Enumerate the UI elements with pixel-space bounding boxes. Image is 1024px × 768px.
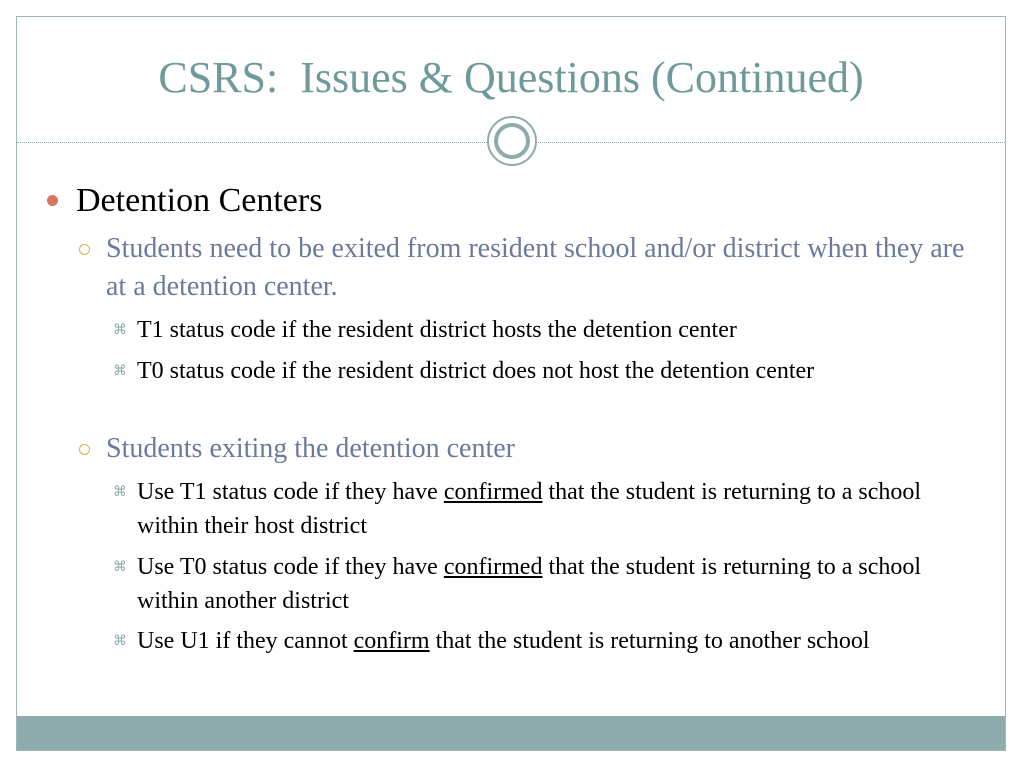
bullet-use-t0-pre: Use T0 status code if they have [137, 554, 444, 580]
x-bullet-icon: ⌘ [113, 322, 127, 338]
bullet-t0-status-code: T0 status code if the resident district does not host the detention center [137, 358, 815, 384]
filled-circle-bullet-icon [47, 195, 58, 206]
ring-bullet-icon [79, 444, 90, 455]
bullet-use-t0 [137, 550, 967, 618]
bullet-use-u1 [137, 624, 967, 658]
x-bullet-icon: ⌘ [113, 633, 127, 649]
bullet-use-t1-pre: Use T1 status code if they have [137, 479, 444, 505]
bullet-use-t0-underlined: confirmed [443, 554, 543, 580]
bullet-use-t1 [137, 475, 967, 543]
x-bullet-icon: ⌘ [113, 484, 127, 500]
bullet-detention-centers: Detention Centers [76, 182, 323, 219]
title-divider-right [538, 142, 1005, 143]
ring-bullet-icon [79, 244, 90, 255]
ornament-inner-ring [494, 123, 530, 159]
bullet-use-t0-post: that the student is returning to a school within another district [137, 554, 922, 614]
x-bullet-icon: ⌘ [113, 363, 127, 379]
x-bullet-icon: ⌘ [113, 559, 127, 575]
bullet-use-u1-pre: Use U1 if they cannot [137, 628, 354, 654]
bullet-use-t1-underlined: confirmed [443, 479, 543, 505]
bullet-students-need-exited: Students need to be exited from resident school and/or district when they are at a detention center. [106, 233, 965, 302]
bullet-use-u1-underlined: confirm [353, 628, 430, 654]
bullet-t1-status-code: T1 status code if the resident district hosts the detention center [137, 317, 737, 343]
slide-title: CSRS: Issues & Questions (Continued) [158, 53, 864, 102]
bullet-use-u1-post: that the student is returning to another school [429, 628, 870, 654]
bullet-students-exiting: Students exiting the detention center [106, 433, 516, 464]
bullet-use-t1-post: that the student is returning to a school within their host district [137, 479, 922, 539]
title-divider-left [17, 142, 487, 143]
double-ring-ornament-icon [487, 116, 537, 166]
footer-band [17, 716, 1005, 750]
